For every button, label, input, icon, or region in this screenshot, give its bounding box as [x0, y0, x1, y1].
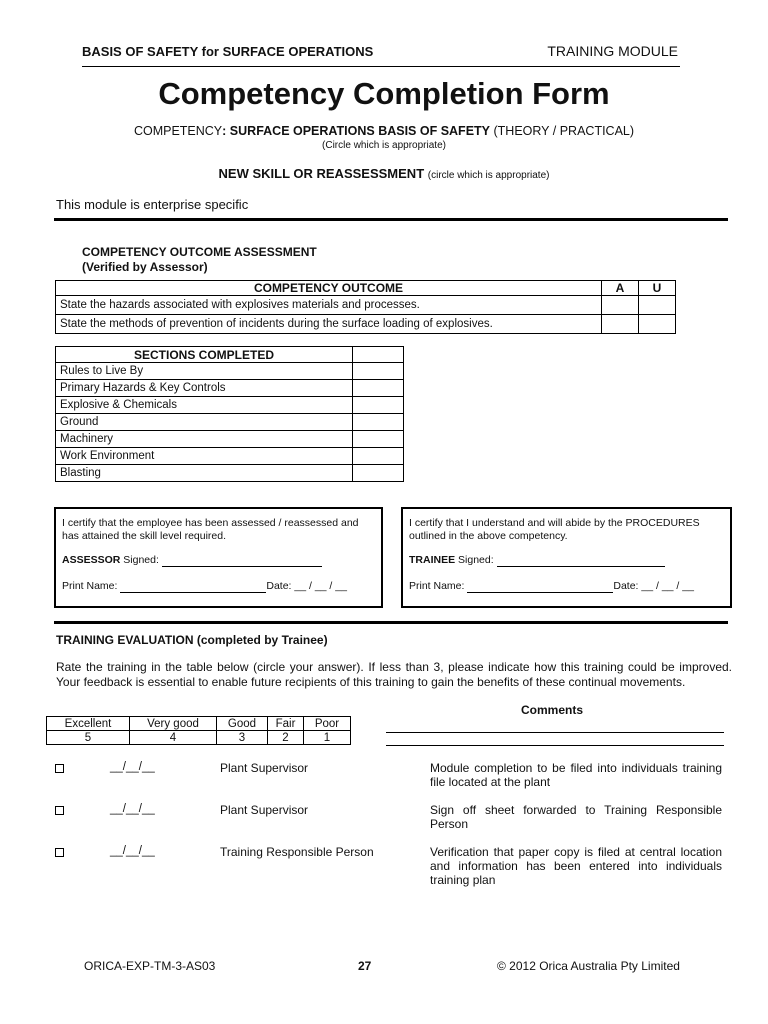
signoff-description: Sign off sheet forwarded to Training Responsible Person	[430, 803, 722, 831]
competency-colon: :	[222, 124, 227, 138]
competency-type: (THEORY / PRACTICAL)	[493, 124, 635, 138]
section-name: Primary Hazards & Key Controls	[56, 380, 353, 397]
unachieved-cell[interactable]	[639, 296, 676, 315]
rating-labels-row	[47, 717, 351, 731]
outcome-header: COMPETENCY OUTCOME	[56, 281, 602, 296]
section-name: Rules to Live By	[56, 363, 353, 380]
table-row	[56, 397, 404, 414]
section-name: Blasting	[56, 465, 353, 482]
outcome-text: State the hazards associated with explosives materials and processes.	[56, 296, 602, 315]
signoff-date[interactable]: __/__/__	[110, 761, 155, 773]
signoff-role: Plant Supervisor	[220, 803, 309, 817]
outcome-assessment-heading	[82, 245, 317, 275]
rating-values-row	[47, 731, 351, 745]
footer-copyright: © 2012 Orica Australia Pty Limited	[497, 959, 680, 973]
checkbox[interactable]	[55, 848, 64, 857]
achieved-cell[interactable]	[602, 296, 639, 315]
trainee-date-field[interactable]: __ / __ / __	[641, 580, 694, 592]
signed-label: Signed:	[123, 554, 159, 566]
signoff-role: Training Responsible Person	[220, 845, 374, 859]
table-row	[56, 315, 676, 334]
table-row	[56, 448, 404, 465]
rating-label: Excellent	[47, 717, 130, 731]
signoff-role: Plant Supervisor	[220, 761, 309, 775]
date-label: Date:	[613, 580, 639, 592]
section-check-cell[interactable]	[353, 431, 404, 448]
rating-value[interactable]: 3	[217, 731, 268, 745]
trainee-signature-field[interactable]	[497, 555, 665, 567]
signoff-description: Verification that paper copy is filed at central location and information has been entered into individuals training plan	[430, 845, 722, 887]
table-row	[56, 414, 404, 431]
trainee-label: TRAINEE	[409, 554, 456, 566]
sections-header: SECTIONS COMPLETED	[56, 347, 353, 363]
page-title: Competency Completion Form	[158, 76, 610, 111]
trainee-print-line	[409, 580, 724, 593]
achieved-header: A	[602, 281, 639, 296]
signed-label: Signed:	[458, 554, 494, 566]
section-name: Explosive & Chemicals	[56, 397, 353, 414]
new-skill-note: (circle which is appropriate)	[427, 170, 550, 181]
enterprise-note: This module is enterprise specific	[56, 197, 249, 212]
checkbox[interactable]	[55, 764, 64, 773]
trainee-certification-text: I certify that I understand and will abide by the PROCEDURES outlined in the above competency.	[409, 517, 700, 542]
competency-line	[0, 124, 768, 138]
assessor-label: ASSESSOR	[62, 554, 121, 566]
table-row	[56, 296, 676, 315]
assessor-date-field[interactable]: __ / __ / __	[294, 580, 347, 592]
section-name: Ground	[56, 414, 353, 431]
rating-label: Very good	[130, 717, 217, 731]
unachieved-cell[interactable]	[639, 315, 676, 334]
rating-value[interactable]: 2	[268, 731, 304, 745]
training-evaluation-title: TRAINING EVALUATION (completed by Trainee)	[56, 633, 328, 647]
print-name-label: Print Name:	[409, 580, 465, 592]
checkbox[interactable]	[55, 806, 64, 815]
outcome-assessment-subtitle: (Verified by Assessor)	[82, 260, 208, 274]
competency-label: COMPETENCY	[133, 124, 223, 138]
table-row	[56, 380, 404, 397]
table-row	[56, 363, 404, 380]
training-evaluation-instructions: Rate the training in the table below (circle your answer). If less than 3, please indicate how this training could be improved. Your feedback is essential to enable future recipients of this training to gain the benefits of these continual movements.	[56, 660, 732, 689]
section-check-cell[interactable]	[353, 363, 404, 380]
outcome-assessment-title: COMPETENCY OUTCOME ASSESSMENT	[82, 245, 317, 259]
outcome-table	[55, 280, 676, 334]
section-check-cell[interactable]	[353, 414, 404, 431]
new-skill-label: NEW SKILL OR REASSESSMENT	[218, 166, 425, 181]
table-row	[56, 465, 404, 482]
footer-document-code: ORICA-EXP-TM-3-AS03	[84, 959, 216, 973]
unachieved-header: U	[639, 281, 676, 296]
outcome-text: State the methods of prevention of incidents during the surface loading of explosives.	[56, 315, 602, 334]
header-divider	[82, 66, 680, 67]
header-document-title: BASIS OF SAFETY for SURFACE OPERATIONS	[82, 44, 374, 59]
rating-table	[46, 716, 351, 745]
page-number: 27	[358, 959, 372, 973]
trainee-print-name-field[interactable]	[467, 581, 613, 593]
comments-line[interactable]	[386, 745, 724, 746]
rating-label: Good	[217, 717, 268, 731]
assessor-certification-text: I certify that the employee has been assessed / reassessed and has attained the skill level required.	[62, 517, 359, 542]
assessor-signature-line	[62, 554, 375, 567]
outcome-table-header	[56, 281, 676, 296]
new-skill-line	[0, 166, 768, 181]
rating-value[interactable]: 4	[130, 731, 217, 745]
assessor-certification-box	[54, 507, 383, 608]
trainee-certification-box	[401, 507, 732, 608]
section-divider	[54, 621, 728, 624]
assessor-print-line	[62, 580, 375, 593]
section-name: Machinery	[56, 431, 353, 448]
section-check-cell[interactable]	[353, 448, 404, 465]
section-name: Work Environment	[56, 448, 353, 465]
signoff-date[interactable]: __/__/__	[110, 803, 155, 815]
competency-circle-note: (Circle which is appropriate)	[322, 140, 446, 151]
sections-table-header	[56, 347, 404, 363]
section-check-cell[interactable]	[353, 397, 404, 414]
header-module-label: TRAINING MODULE	[547, 43, 678, 59]
section-check-cell[interactable]	[353, 380, 404, 397]
comments-line[interactable]	[386, 732, 724, 733]
rating-label: Fair	[268, 717, 304, 731]
section-check-cell[interactable]	[353, 465, 404, 482]
table-row	[56, 431, 404, 448]
comments-label: Comments	[521, 703, 584, 717]
competency-value: SURFACE OPERATIONS BASIS OF SAFETY	[229, 124, 491, 138]
sections-table	[55, 346, 404, 482]
trainee-signature-line	[409, 554, 724, 567]
assessor-signature-field[interactable]	[162, 555, 322, 567]
sections-check-header	[353, 347, 404, 363]
rating-value[interactable]: 1	[304, 731, 351, 745]
date-label: Date:	[266, 580, 292, 592]
rating-value[interactable]: 5	[47, 731, 130, 745]
rating-label: Poor	[304, 717, 351, 731]
assessor-print-name-field[interactable]	[120, 581, 266, 593]
signoff-description: Module completion to be filed into individuals training file located at the plant	[430, 761, 722, 789]
section-divider	[54, 218, 728, 221]
achieved-cell[interactable]	[602, 315, 639, 334]
print-name-label: Print Name:	[62, 580, 118, 592]
signoff-date[interactable]: __/__/__	[110, 845, 155, 857]
